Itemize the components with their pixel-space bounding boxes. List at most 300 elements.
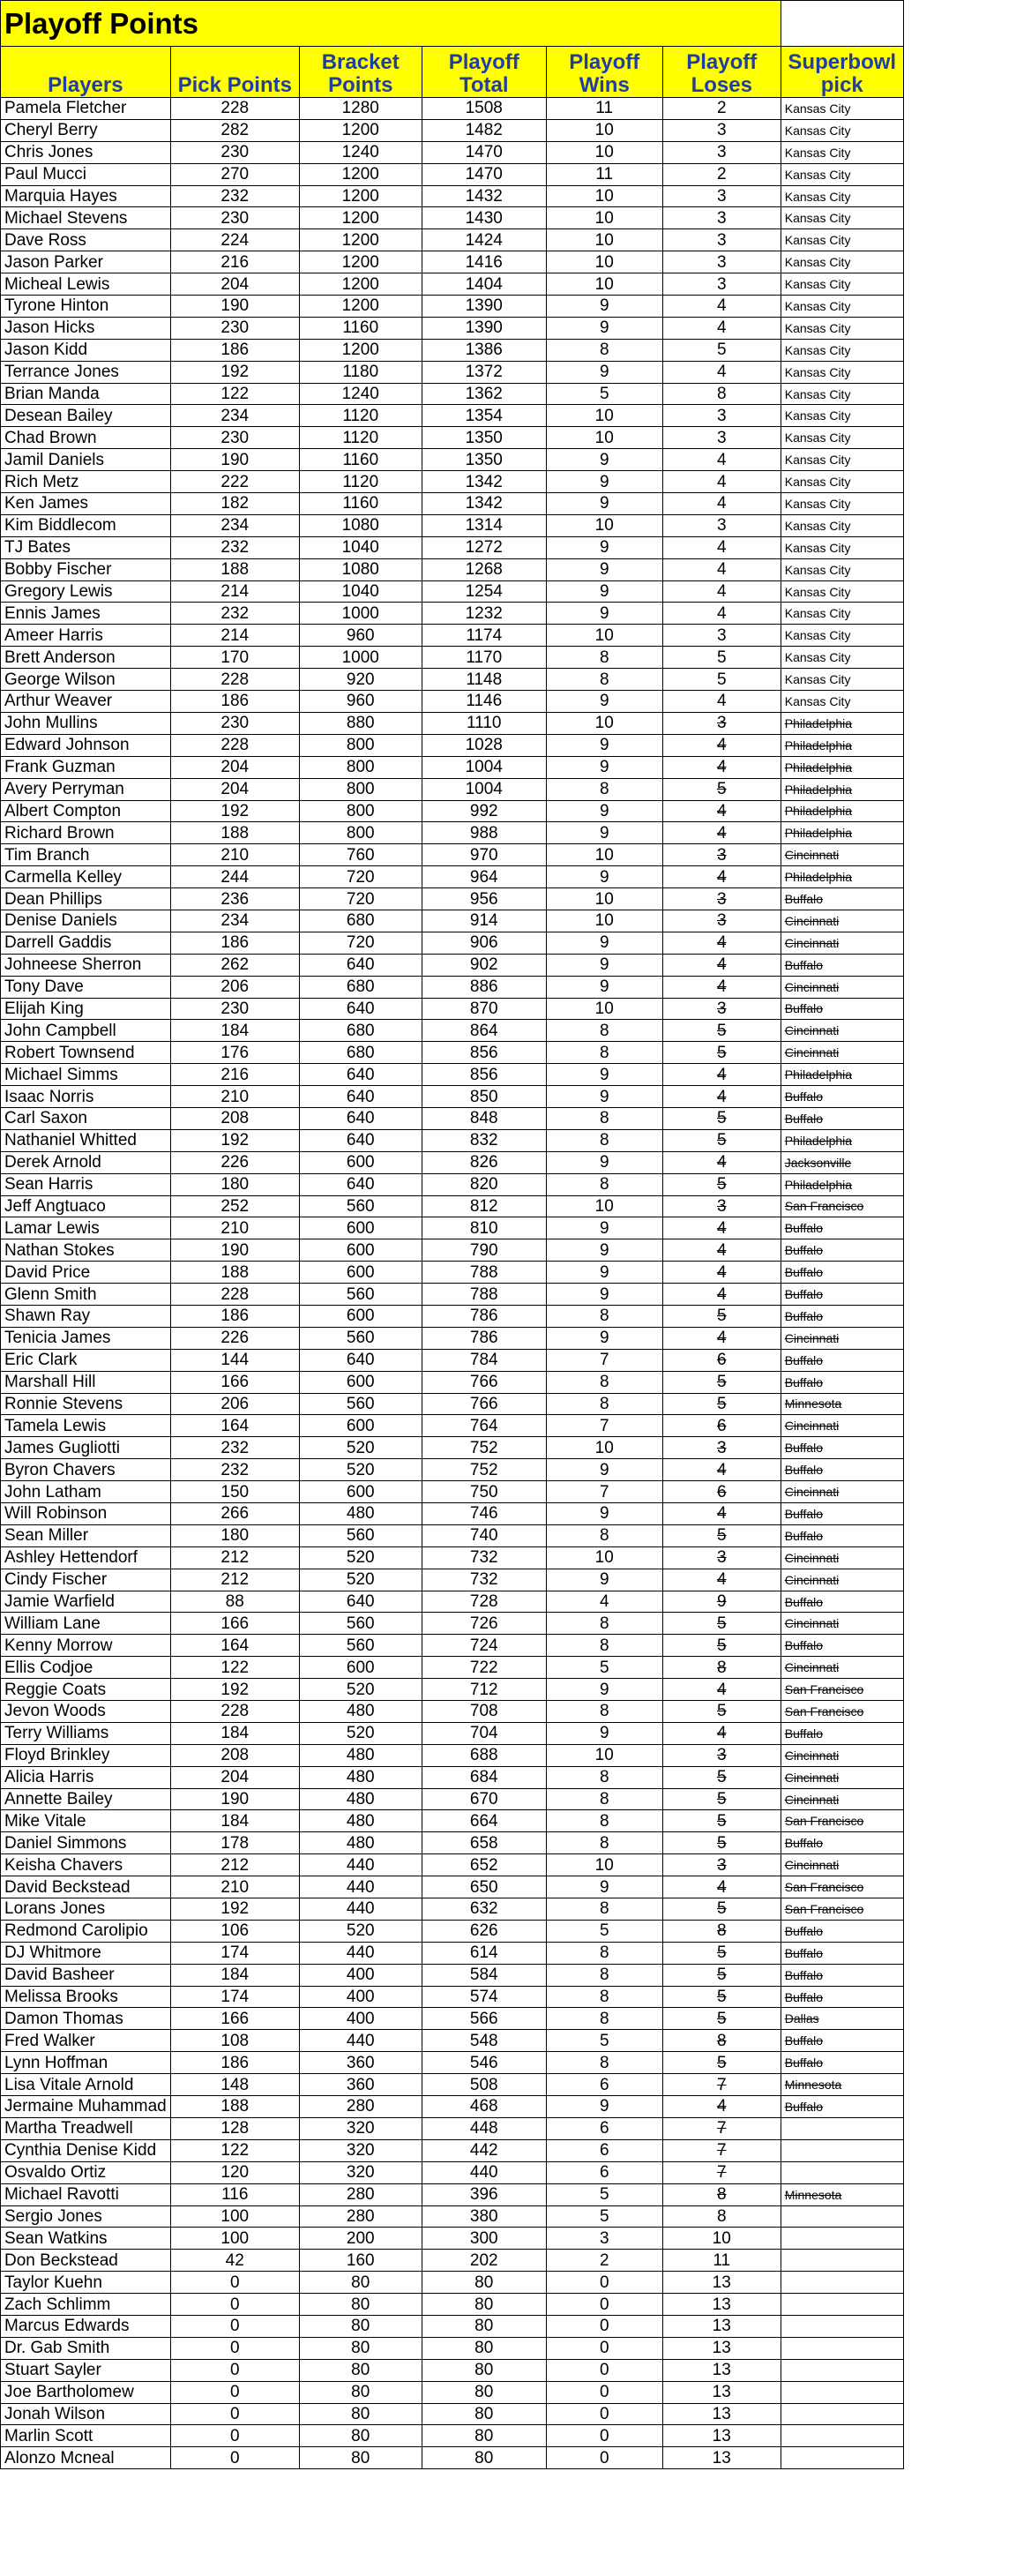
player-cell[interactable]: Stuart Sayler [1, 2359, 171, 2381]
superbowl-pick-cell[interactable]: Buffalo [781, 1942, 903, 1964]
playoff-total-cell[interactable]: 1470 [422, 141, 546, 163]
playoff-wins-cell[interactable]: 4 [546, 1591, 662, 1613]
pick-points-cell[interactable]: 204 [170, 273, 299, 296]
superbowl-pick-cell[interactable]: Philadelphia [781, 1129, 903, 1151]
player-cell[interactable]: Keisha Chavers [1, 1854, 171, 1876]
playoff-total-cell[interactable]: 1170 [422, 647, 546, 669]
bracket-points-cell[interactable]: 800 [299, 800, 422, 822]
bracket-points-cell[interactable]: 480 [299, 1744, 422, 1766]
playoff-loses-cell[interactable]: 11 [662, 2250, 781, 2272]
playoff-total-cell[interactable]: 1232 [422, 603, 546, 625]
pick-points-cell[interactable]: 186 [170, 1305, 299, 1327]
player-cell[interactable]: Nathaniel Whitted [1, 1129, 171, 1151]
player-cell[interactable]: Derek Arnold [1, 1151, 171, 1173]
bracket-points-cell[interactable]: 200 [299, 2228, 422, 2250]
superbowl-pick-cell[interactable] [781, 2139, 903, 2161]
superbowl-pick-cell[interactable] [781, 2381, 903, 2403]
superbowl-pick-cell[interactable]: San Francisco [781, 1876, 903, 1898]
playoff-wins-cell[interactable]: 10 [546, 405, 662, 427]
playoff-loses-cell[interactable]: 4 [662, 603, 781, 625]
bracket-points-cell[interactable]: 800 [299, 778, 422, 800]
playoff-total-cell[interactable]: 566 [422, 2008, 546, 2030]
playoff-loses-cell[interactable]: 13 [662, 2359, 781, 2381]
playoff-wins-cell[interactable]: 9 [546, 866, 662, 888]
bracket-points-cell[interactable]: 640 [299, 954, 422, 976]
playoff-wins-cell[interactable]: 0 [546, 2272, 662, 2294]
bracket-points-cell[interactable]: 1200 [299, 119, 422, 141]
playoff-wins-cell[interactable]: 6 [546, 2139, 662, 2161]
bracket-points-cell[interactable]: 1080 [299, 514, 422, 536]
playoff-loses-cell[interactable]: 2 [662, 98, 781, 120]
playoff-loses-cell[interactable]: 5 [662, 1129, 781, 1151]
playoff-loses-cell[interactable]: 3 [662, 273, 781, 296]
pick-points-cell[interactable]: 204 [170, 756, 299, 778]
player-cell[interactable]: David Price [1, 1262, 171, 1284]
player-cell[interactable]: Ronnie Stevens [1, 1393, 171, 1415]
superbowl-pick-cell[interactable]: Philadelphia [781, 712, 903, 734]
playoff-loses-cell[interactable]: 4 [662, 1569, 781, 1591]
playoff-loses-cell[interactable]: 4 [662, 536, 781, 558]
playoff-total-cell[interactable]: 906 [422, 932, 546, 954]
bracket-points-cell[interactable]: 960 [299, 625, 422, 647]
playoff-loses-cell[interactable]: 8 [662, 383, 781, 405]
playoff-total-cell[interactable]: 1354 [422, 405, 546, 427]
player-cell[interactable]: Michael Simms [1, 1064, 171, 1086]
pick-points-cell[interactable]: 232 [170, 603, 299, 625]
playoff-total-cell[interactable]: 80 [422, 2381, 546, 2403]
playoff-wins-cell[interactable]: 9 [546, 536, 662, 558]
pick-points-cell[interactable]: 166 [170, 1371, 299, 1393]
player-cell[interactable]: Jason Kidd [1, 339, 171, 361]
pick-points-cell[interactable]: 108 [170, 2030, 299, 2052]
player-cell[interactable]: Jevon Woods [1, 1701, 171, 1723]
playoff-loses-cell[interactable]: 5 [662, 1986, 781, 2008]
playoff-wins-cell[interactable]: 6 [546, 2074, 662, 2096]
pick-points-cell[interactable]: 0 [170, 2337, 299, 2359]
playoff-wins-cell[interactable]: 8 [546, 1173, 662, 1195]
pick-points-cell[interactable]: 122 [170, 383, 299, 405]
pick-points-cell[interactable]: 228 [170, 1284, 299, 1306]
playoff-wins-cell[interactable]: 9 [546, 1679, 662, 1701]
superbowl-pick-cell[interactable]: Kansas City [781, 163, 903, 185]
playoff-total-cell[interactable]: 80 [422, 2272, 546, 2294]
playoff-wins-cell[interactable]: 9 [546, 1239, 662, 1262]
pick-points-cell[interactable]: 0 [170, 2315, 299, 2337]
player-cell[interactable]: Mike Vitale [1, 1810, 171, 1832]
pick-points-cell[interactable]: 122 [170, 2139, 299, 2161]
playoff-wins-cell[interactable]: 9 [546, 1064, 662, 1086]
playoff-loses-cell[interactable]: 3 [662, 427, 781, 449]
pick-points-cell[interactable]: 166 [170, 1613, 299, 1635]
superbowl-pick-cell[interactable]: Buffalo [781, 1722, 903, 1744]
playoff-loses-cell[interactable]: 8 [662, 2030, 781, 2052]
superbowl-pick-cell[interactable] [781, 2117, 903, 2139]
pick-points-cell[interactable]: 228 [170, 1701, 299, 1723]
playoff-wins-cell[interactable]: 10 [546, 185, 662, 207]
player-cell[interactable]: Taylor Kuehn [1, 2272, 171, 2294]
playoff-loses-cell[interactable]: 4 [662, 558, 781, 580]
superbowl-pick-cell[interactable]: Cincinnati [781, 1766, 903, 1788]
bracket-points-cell[interactable]: 600 [299, 1481, 422, 1503]
playoff-loses-cell[interactable]: 13 [662, 2425, 781, 2447]
header-players[interactable]: Players [1, 47, 171, 98]
playoff-total-cell[interactable]: 856 [422, 1042, 546, 1064]
superbowl-pick-cell[interactable] [781, 2294, 903, 2316]
player-cell[interactable]: Zach Schlimm [1, 2294, 171, 2316]
superbowl-pick-cell[interactable]: Buffalo [781, 1107, 903, 1129]
playoff-loses-cell[interactable]: 4 [662, 822, 781, 844]
player-cell[interactable]: Alicia Harris [1, 1766, 171, 1788]
playoff-wins-cell[interactable]: 9 [546, 1151, 662, 1173]
pick-points-cell[interactable]: 0 [170, 2425, 299, 2447]
pick-points-cell[interactable]: 204 [170, 1766, 299, 1788]
playoff-loses-cell[interactable]: 5 [662, 1173, 781, 1195]
playoff-total-cell[interactable]: 442 [422, 2139, 546, 2161]
playoff-loses-cell[interactable]: 13 [662, 2294, 781, 2316]
playoff-total-cell[interactable]: 886 [422, 976, 546, 998]
playoff-loses-cell[interactable]: 4 [662, 1217, 781, 1239]
playoff-loses-cell[interactable]: 7 [662, 2139, 781, 2161]
pick-points-cell[interactable]: 204 [170, 778, 299, 800]
player-cell[interactable]: Fred Walker [1, 2030, 171, 2052]
playoff-loses-cell[interactable]: 6 [662, 1349, 781, 1371]
playoff-wins-cell[interactable]: 8 [546, 1305, 662, 1327]
superbowl-pick-cell[interactable]: Kansas City [781, 229, 903, 251]
player-cell[interactable]: Annette Bailey [1, 1788, 171, 1810]
pick-points-cell[interactable]: 214 [170, 625, 299, 647]
playoff-wins-cell[interactable]: 9 [546, 1876, 662, 1898]
pick-points-cell[interactable]: 252 [170, 1195, 299, 1217]
header-superbowl-pick[interactable]: Superbowl pick [781, 47, 903, 98]
superbowl-pick-cell[interactable] [781, 2315, 903, 2337]
playoff-loses-cell[interactable]: 4 [662, 317, 781, 339]
pick-points-cell[interactable]: 186 [170, 2052, 299, 2074]
playoff-total-cell[interactable]: 614 [422, 1942, 546, 1964]
superbowl-pick-cell[interactable]: Cincinnati [781, 1569, 903, 1591]
player-cell[interactable]: Dr. Gab Smith [1, 2337, 171, 2359]
pick-points-cell[interactable]: 232 [170, 1437, 299, 1459]
superbowl-pick-cell[interactable]: Buffalo [781, 1349, 903, 1371]
bracket-points-cell[interactable]: 480 [299, 1701, 422, 1723]
player-cell[interactable]: Cynthia Denise Kidd [1, 2139, 171, 2161]
playoff-loses-cell[interactable]: 13 [662, 2403, 781, 2425]
player-cell[interactable]: Will Robinson [1, 1503, 171, 1525]
superbowl-pick-cell[interactable]: Buffalo [781, 2030, 903, 2052]
playoff-total-cell[interactable]: 684 [422, 1766, 546, 1788]
playoff-total-cell[interactable]: 902 [422, 954, 546, 976]
playoff-wins-cell[interactable]: 10 [546, 910, 662, 932]
pick-points-cell[interactable]: 210 [170, 1876, 299, 1898]
player-cell[interactable]: Michael Ravotti [1, 2183, 171, 2205]
header-playoff-total[interactable]: Playoff Total [422, 47, 546, 98]
bracket-points-cell[interactable]: 440 [299, 1898, 422, 1921]
player-cell[interactable]: Lynn Hoffman [1, 2052, 171, 2074]
pick-points-cell[interactable]: 180 [170, 1524, 299, 1546]
superbowl-pick-cell[interactable]: Buffalo [781, 1086, 903, 1108]
player-cell[interactable]: David Basheer [1, 1964, 171, 1986]
playoff-total-cell[interactable]: 764 [422, 1415, 546, 1437]
playoff-total-cell[interactable]: 80 [422, 2294, 546, 2316]
bracket-points-cell[interactable]: 680 [299, 1042, 422, 1064]
playoff-wins-cell[interactable]: 8 [546, 1832, 662, 1854]
superbowl-pick-cell[interactable] [781, 2205, 903, 2228]
bracket-points-cell[interactable]: 600 [299, 1415, 422, 1437]
playoff-total-cell[interactable]: 1390 [422, 317, 546, 339]
playoff-wins-cell[interactable]: 8 [546, 1613, 662, 1635]
bracket-points-cell[interactable]: 280 [299, 2096, 422, 2118]
playoff-total-cell[interactable]: 728 [422, 1591, 546, 1613]
pick-points-cell[interactable]: 208 [170, 1107, 299, 1129]
pick-points-cell[interactable]: 188 [170, 2096, 299, 2118]
bracket-points-cell[interactable]: 600 [299, 1262, 422, 1284]
playoff-loses-cell[interactable]: 3 [662, 119, 781, 141]
pick-points-cell[interactable]: 230 [170, 317, 299, 339]
player-cell[interactable]: Darrell Gaddis [1, 932, 171, 954]
superbowl-pick-cell[interactable]: Cincinnati [781, 1020, 903, 1042]
player-cell[interactable]: Isaac Norris [1, 1086, 171, 1108]
playoff-wins-cell[interactable]: 9 [546, 449, 662, 471]
player-cell[interactable]: Kim Biddlecom [1, 514, 171, 536]
player-cell[interactable]: Don Beckstead [1, 2250, 171, 2272]
pick-points-cell[interactable]: 164 [170, 1635, 299, 1657]
pick-points-cell[interactable]: 176 [170, 1042, 299, 1064]
bracket-points-cell[interactable]: 480 [299, 1788, 422, 1810]
playoff-loses-cell[interactable]: 4 [662, 866, 781, 888]
playoff-loses-cell[interactable]: 4 [662, 1086, 781, 1108]
superbowl-pick-cell[interactable]: Kansas City [781, 361, 903, 383]
pick-points-cell[interactable]: 0 [170, 2381, 299, 2403]
playoff-total-cell[interactable]: 788 [422, 1284, 546, 1306]
pick-points-cell[interactable]: 234 [170, 405, 299, 427]
bracket-points-cell[interactable]: 800 [299, 756, 422, 778]
player-cell[interactable]: Tony Dave [1, 976, 171, 998]
playoff-wins-cell[interactable]: 8 [546, 1788, 662, 1810]
superbowl-pick-cell[interactable]: Cincinnati [781, 1481, 903, 1503]
player-cell[interactable]: Marshall Hill [1, 1371, 171, 1393]
player-cell[interactable]: Alonzo Mcneal [1, 2447, 171, 2469]
header-playoff-loses[interactable]: Playoff Loses [662, 47, 781, 98]
pick-points-cell[interactable]: 212 [170, 1546, 299, 1569]
playoff-wins-cell[interactable]: 10 [546, 514, 662, 536]
player-cell[interactable]: Ken James [1, 493, 171, 515]
player-cell[interactable]: Gregory Lewis [1, 580, 171, 603]
playoff-loses-cell[interactable]: 13 [662, 2272, 781, 2294]
superbowl-pick-cell[interactable]: Kansas City [781, 449, 903, 471]
player-cell[interactable]: Pamela Fletcher [1, 98, 171, 120]
superbowl-pick-cell[interactable]: Minnesota [781, 2074, 903, 2096]
playoff-loses-cell[interactable]: 4 [662, 954, 781, 976]
playoff-total-cell[interactable]: 670 [422, 1788, 546, 1810]
superbowl-pick-cell[interactable]: Cincinnati [781, 1415, 903, 1437]
header-bracket-points[interactable]: Bracket Points [299, 47, 422, 98]
pick-points-cell[interactable]: 206 [170, 1393, 299, 1415]
playoff-total-cell[interactable]: 1110 [422, 712, 546, 734]
playoff-total-cell[interactable]: 970 [422, 844, 546, 866]
player-cell[interactable]: TJ Bates [1, 536, 171, 558]
player-cell[interactable]: Damon Thomas [1, 2008, 171, 2030]
playoff-loses-cell[interactable]: 8 [662, 1657, 781, 1679]
bracket-points-cell[interactable]: 440 [299, 2030, 422, 2052]
playoff-total-cell[interactable]: 726 [422, 1613, 546, 1635]
bracket-points-cell[interactable]: 760 [299, 844, 422, 866]
playoff-wins-cell[interactable]: 3 [546, 2228, 662, 2250]
player-cell[interactable]: Floyd Brinkley [1, 1744, 171, 1766]
playoff-wins-cell[interactable]: 9 [546, 1284, 662, 1306]
playoff-wins-cell[interactable]: 8 [546, 1393, 662, 1415]
player-cell[interactable]: Michael Stevens [1, 207, 171, 229]
playoff-wins-cell[interactable]: 9 [546, 800, 662, 822]
bracket-points-cell[interactable]: 480 [299, 1503, 422, 1525]
superbowl-pick-cell[interactable]: Buffalo [781, 1305, 903, 1327]
superbowl-pick-cell[interactable]: Philadelphia [781, 734, 903, 756]
playoff-total-cell[interactable]: 790 [422, 1239, 546, 1262]
playoff-total-cell[interactable]: 786 [422, 1305, 546, 1327]
playoff-loses-cell[interactable]: 4 [662, 471, 781, 493]
playoff-loses-cell[interactable]: 4 [662, 449, 781, 471]
player-cell[interactable]: Marlin Scott [1, 2425, 171, 2447]
playoff-wins-cell[interactable]: 9 [546, 296, 662, 318]
pick-points-cell[interactable]: 232 [170, 536, 299, 558]
pick-points-cell[interactable]: 188 [170, 822, 299, 844]
pick-points-cell[interactable]: 230 [170, 427, 299, 449]
playoff-loses-cell[interactable]: 6 [662, 1415, 781, 1437]
playoff-wins-cell[interactable]: 9 [546, 756, 662, 778]
player-cell[interactable]: Robert Townsend [1, 1042, 171, 1064]
bracket-points-cell[interactable]: 800 [299, 734, 422, 756]
playoff-total-cell[interactable]: 508 [422, 2074, 546, 2096]
bracket-points-cell[interactable]: 1000 [299, 603, 422, 625]
playoff-loses-cell[interactable]: 6 [662, 1481, 781, 1503]
playoff-total-cell[interactable]: 688 [422, 1744, 546, 1766]
superbowl-pick-cell[interactable]: Cincinnati [781, 1327, 903, 1349]
player-cell[interactable]: Chris Jones [1, 141, 171, 163]
bracket-points-cell[interactable]: 80 [299, 2359, 422, 2381]
playoff-loses-cell[interactable]: 4 [662, 361, 781, 383]
playoff-wins-cell[interactable]: 10 [546, 625, 662, 647]
playoff-total-cell[interactable]: 732 [422, 1569, 546, 1591]
pick-points-cell[interactable]: 232 [170, 1459, 299, 1481]
superbowl-pick-cell[interactable]: Philadelphia [781, 800, 903, 822]
playoff-wins-cell[interactable]: 5 [546, 383, 662, 405]
playoff-total-cell[interactable]: 80 [422, 2315, 546, 2337]
player-cell[interactable]: Desean Bailey [1, 405, 171, 427]
superbowl-pick-cell[interactable]: Kansas City [781, 669, 903, 691]
playoff-wins-cell[interactable]: 10 [546, 1195, 662, 1217]
playoff-loses-cell[interactable]: 7 [662, 2161, 781, 2183]
playoff-total-cell[interactable]: 826 [422, 1151, 546, 1173]
playoff-total-cell[interactable]: 784 [422, 1349, 546, 1371]
playoff-loses-cell[interactable]: 3 [662, 888, 781, 910]
playoff-wins-cell[interactable]: 8 [546, 1701, 662, 1723]
playoff-total-cell[interactable]: 80 [422, 2359, 546, 2381]
playoff-loses-cell[interactable]: 5 [662, 1524, 781, 1546]
pick-points-cell[interactable]: 188 [170, 558, 299, 580]
playoff-total-cell[interactable]: 1148 [422, 669, 546, 691]
pick-points-cell[interactable]: 230 [170, 712, 299, 734]
pick-points-cell[interactable]: 150 [170, 1481, 299, 1503]
superbowl-pick-cell[interactable]: Kansas City [781, 185, 903, 207]
player-cell[interactable]: Dean Phillips [1, 888, 171, 910]
playoff-loses-cell[interactable]: 5 [662, 1635, 781, 1657]
bracket-points-cell[interactable]: 600 [299, 1151, 422, 1173]
superbowl-pick-cell[interactable]: Kansas City [781, 514, 903, 536]
player-cell[interactable]: Jamie Warfield [1, 1591, 171, 1613]
superbowl-pick-cell[interactable]: Buffalo [781, 1239, 903, 1262]
bracket-points-cell[interactable]: 680 [299, 1020, 422, 1042]
player-cell[interactable]: Edward Johnson [1, 734, 171, 756]
superbowl-pick-cell[interactable]: Buffalo [781, 1832, 903, 1854]
superbowl-pick-cell[interactable]: Buffalo [781, 998, 903, 1020]
pick-points-cell[interactable]: 214 [170, 580, 299, 603]
playoff-total-cell[interactable]: 632 [422, 1898, 546, 1921]
playoff-wins-cell[interactable]: 8 [546, 1964, 662, 1986]
playoff-wins-cell[interactable]: 10 [546, 207, 662, 229]
playoff-total-cell[interactable]: 766 [422, 1393, 546, 1415]
pick-points-cell[interactable]: 184 [170, 1722, 299, 1744]
pick-points-cell[interactable]: 106 [170, 1920, 299, 1942]
playoff-wins-cell[interactable]: 5 [546, 1657, 662, 1679]
player-cell[interactable]: Terrance Jones [1, 361, 171, 383]
pick-points-cell[interactable]: 144 [170, 1349, 299, 1371]
superbowl-pick-cell[interactable]: Cincinnati [781, 1613, 903, 1635]
playoff-wins-cell[interactable]: 10 [546, 119, 662, 141]
pick-points-cell[interactable]: 230 [170, 207, 299, 229]
bracket-points-cell[interactable]: 600 [299, 1217, 422, 1239]
playoff-loses-cell[interactable]: 3 [662, 844, 781, 866]
player-cell[interactable]: Melissa Brooks [1, 1986, 171, 2008]
playoff-total-cell[interactable]: 786 [422, 1327, 546, 1349]
superbowl-pick-cell[interactable]: Kansas City [781, 625, 903, 647]
playoff-total-cell[interactable]: 1174 [422, 625, 546, 647]
playoff-loses-cell[interactable]: 4 [662, 296, 781, 318]
playoff-total-cell[interactable]: 396 [422, 2183, 546, 2205]
player-cell[interactable]: Ennis James [1, 603, 171, 625]
playoff-total-cell[interactable]: 652 [422, 1854, 546, 1876]
pick-points-cell[interactable]: 210 [170, 1217, 299, 1239]
bracket-points-cell[interactable]: 720 [299, 866, 422, 888]
player-cell[interactable]: Sean Miller [1, 1524, 171, 1546]
bracket-points-cell[interactable]: 960 [299, 691, 422, 713]
playoff-wins-cell[interactable]: 10 [546, 998, 662, 1020]
pick-points-cell[interactable]: 0 [170, 2272, 299, 2294]
superbowl-pick-cell[interactable]: Cincinnati [781, 1788, 903, 1810]
playoff-loses-cell[interactable]: 3 [662, 1546, 781, 1569]
bracket-points-cell[interactable]: 600 [299, 1657, 422, 1679]
playoff-loses-cell[interactable]: 5 [662, 1613, 781, 1635]
playoff-total-cell[interactable]: 574 [422, 1986, 546, 2008]
bracket-points-cell[interactable]: 1240 [299, 383, 422, 405]
player-cell[interactable]: Eric Clark [1, 1349, 171, 1371]
superbowl-pick-cell[interactable]: Buffalo [781, 1920, 903, 1942]
playoff-total-cell[interactable]: 870 [422, 998, 546, 1020]
playoff-wins-cell[interactable]: 10 [546, 251, 662, 273]
superbowl-pick-cell[interactable]: Cincinnati [781, 910, 903, 932]
playoff-loses-cell[interactable]: 9 [662, 1591, 781, 1613]
playoff-wins-cell[interactable]: 7 [546, 1481, 662, 1503]
superbowl-pick-cell[interactable] [781, 2359, 903, 2381]
playoff-wins-cell[interactable]: 8 [546, 1129, 662, 1151]
playoff-wins-cell[interactable]: 8 [546, 1371, 662, 1393]
pick-points-cell[interactable]: 188 [170, 1262, 299, 1284]
playoff-wins-cell[interactable]: 8 [546, 1898, 662, 1921]
playoff-loses-cell[interactable]: 4 [662, 1876, 781, 1898]
playoff-loses-cell[interactable]: 5 [662, 647, 781, 669]
bracket-points-cell[interactable]: 800 [299, 822, 422, 844]
superbowl-pick-cell[interactable]: Kansas City [781, 580, 903, 603]
player-cell[interactable]: Marquia Hayes [1, 185, 171, 207]
bracket-points-cell[interactable]: 1200 [299, 207, 422, 229]
playoff-wins-cell[interactable]: 2 [546, 2250, 662, 2272]
